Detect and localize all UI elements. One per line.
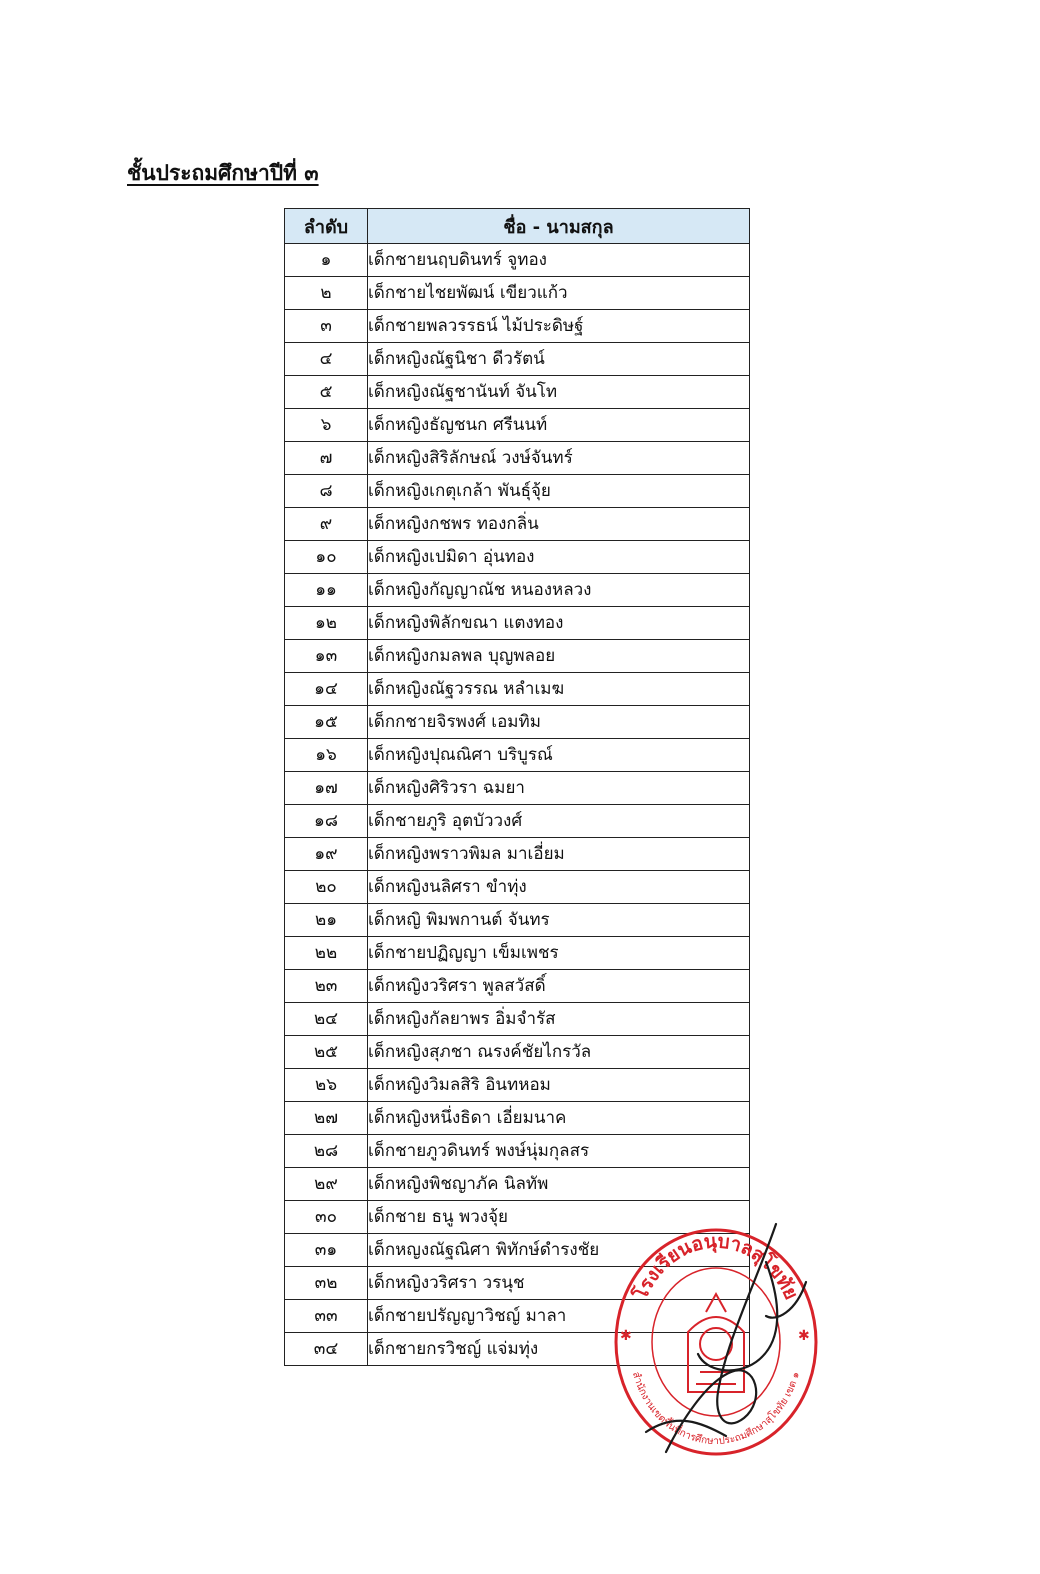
table-row — [285, 904, 750, 937]
student-name-cell: เด็กหญิงพราวพิมล มาเอี่ยม — [368, 838, 750, 871]
table-row — [285, 706, 750, 739]
row-number-cell: ๒๒ — [285, 937, 368, 970]
row-number-cell: ๔ — [285, 343, 368, 376]
row-number-cell: ๒๕ — [285, 1036, 368, 1069]
school-seal-with-signature — [606, 1222, 826, 1462]
row-number-cell: ๒๐ — [285, 871, 368, 904]
student-name-cell: เด็กหญิงณัฐชานันท์ จันโท — [368, 376, 750, 409]
table-row — [285, 475, 750, 508]
column-header-no: ลำดับ — [285, 209, 368, 244]
student-name-cell: เด็กหญิงสิริลักษณ์ วงษ์จันทร์ — [368, 442, 750, 475]
row-number-cell: ๑๕ — [285, 706, 368, 739]
row-number-cell: ๕ — [285, 376, 368, 409]
student-name-cell: เด็กหญิงกัญญาณัช หนองหลวง — [368, 574, 750, 607]
student-name-cell: เด็กหญิงกมลพล บุญพลอย — [368, 640, 750, 673]
student-name-cell: เด็กหญิงกัลยาพร อิ่มจำรัส — [368, 1003, 750, 1036]
student-name-cell: เด็กชายนฤบดินทร์ จูทอง — [368, 244, 750, 277]
student-name-cell: เด็กชายภูวดินทร์ พงษ์นุ่มกุลสร — [368, 1135, 750, 1168]
table-row — [285, 607, 750, 640]
table-row — [285, 409, 750, 442]
student-name-cell: เด็กหญิงวริศรา วรนุช — [368, 1267, 750, 1300]
row-number-cell: ๑๗ — [285, 772, 368, 805]
table-row — [285, 937, 750, 970]
column-header-name: ชื่อ - นามสกุล — [368, 209, 750, 244]
table-row — [285, 640, 750, 673]
student-name-cell: เด็กชายภูริ อุตบัววงศ์ — [368, 805, 750, 838]
student-name-cell: เด็กหญิงเกตุเกล้า พันธุ์จุ้ย — [368, 475, 750, 508]
student-name-cell: เด็กหญิงณัฐนิชา ดีวรัตน์ — [368, 343, 750, 376]
table-row — [285, 1168, 750, 1201]
row-number-cell: ๑๔ — [285, 673, 368, 706]
row-number-cell: ๑๑ — [285, 574, 368, 607]
row-number-cell: ๑๓ — [285, 640, 368, 673]
student-name-cell: เด็กหญิงศิริวรา ฉมยา — [368, 772, 750, 805]
table-row — [285, 1102, 750, 1135]
row-number-cell: ๒๙ — [285, 1168, 368, 1201]
student-name-cell: เด็กชายกรวิชญ์ แจ่มทุ่ง — [368, 1333, 750, 1366]
row-number-cell: ๑๖ — [285, 739, 368, 772]
table-row — [285, 442, 750, 475]
seal-inner-ring — [652, 1268, 780, 1416]
table-row — [285, 871, 750, 904]
table-row — [285, 376, 750, 409]
row-number-cell: ๙ — [285, 508, 368, 541]
table-row — [285, 1036, 750, 1069]
row-number-cell: ๑๙ — [285, 838, 368, 871]
table-row — [285, 673, 750, 706]
seal-outer-ring — [616, 1230, 816, 1454]
student-name-cell: เด็กชายปรัญญาวิชญ์ มาลา — [368, 1300, 750, 1333]
table-row — [285, 244, 750, 277]
table-row — [285, 772, 750, 805]
table-row — [285, 541, 750, 574]
row-number-cell: ๒๑ — [285, 904, 368, 937]
row-number-cell: ๓ — [285, 310, 368, 343]
row-number-cell: ๑๒ — [285, 607, 368, 640]
row-number-cell: ๖ — [285, 409, 368, 442]
row-number-cell: ๑๐ — [285, 541, 368, 574]
seal-top-text: โรงเรียนอนุบาลสุโขทัย — [629, 1230, 803, 1304]
row-number-cell: ๒๗ — [285, 1102, 368, 1135]
table-row — [285, 574, 750, 607]
row-number-cell: ๓๓ — [285, 1300, 368, 1333]
student-name-cell: เด็กหญิงหนึ่งธิดา เอี่ยมนาค — [368, 1102, 750, 1135]
student-name-cell: เด็กชาย ธนู พวงจุ้ย — [368, 1201, 750, 1234]
table-row — [285, 277, 750, 310]
student-name-cell: เด็กกชายจิรพงศ์ เอมทิม — [368, 706, 750, 739]
student-name-cell: เด็กหญิงธัญชนก ศรีนนท์ — [368, 409, 750, 442]
row-number-cell: ๓๑ — [285, 1234, 368, 1267]
student-name-cell: เด็กหญิงวิมลสิริ อินทหอม — [368, 1069, 750, 1102]
row-number-cell: ๒๔ — [285, 1003, 368, 1036]
row-number-cell: ๓๒ — [285, 1267, 368, 1300]
student-name-cell: เด็กหญิงกชพร ทองกลิ่น — [368, 508, 750, 541]
table-row — [285, 343, 750, 376]
row-number-cell: ๘ — [285, 475, 368, 508]
row-number-cell: ๒๘ — [285, 1135, 368, 1168]
table-row — [285, 310, 750, 343]
student-name-cell: เด็กหญิงปุณณิศา บริบูรณ์ — [368, 739, 750, 772]
row-number-cell: ๑๘ — [285, 805, 368, 838]
seal-bottom-text: สำนักงานเขตพื้นที่การศึกษาประถมศึกษาสุโขทัย เขต ๑ — [629, 1370, 802, 1447]
page-heading: ชั้นประถมศึกษาปีที่ ๓ — [127, 161, 319, 185]
student-name-cell: เด็กหญิงพิชญาภัค นิลทัพ — [368, 1168, 750, 1201]
student-name-cell: เด็กชายพลวรรธน์ ไม้ประดิษฐ์ — [368, 310, 750, 343]
table-row — [285, 970, 750, 1003]
student-name-cell: เด็กหญิงณัฐวรรณ หลำเมฆ — [368, 673, 750, 706]
table-row — [285, 739, 750, 772]
student-name-cell: เด็กหญิงวริศรา พูลสวัสดิ์ — [368, 970, 750, 1003]
student-name-cell: เด็กชายปฏิญญา เข็มเพชร — [368, 937, 750, 970]
table-row — [285, 1003, 750, 1036]
student-name-cell: เด็กหญิ พิมพกานต์ จันทร — [368, 904, 750, 937]
row-number-cell: ๒๖ — [285, 1069, 368, 1102]
table-row — [285, 1069, 750, 1102]
student-name-cell: เด็กหญงณัฐณิศา พิทักษ์ดำรงชัย — [368, 1234, 750, 1267]
row-number-cell: ๑ — [285, 244, 368, 277]
student-roster-table — [284, 208, 750, 1366]
row-number-cell: ๓๐ — [285, 1201, 368, 1234]
student-name-cell: เด็กชายไชยพัฒน์ เขียวแก้ว — [368, 277, 750, 310]
student-name-cell: เด็กหญิงนลิศรา ขำทุ่ง — [368, 871, 750, 904]
student-name-cell: เด็กหญิงเปมิดา อุ่นทอง — [368, 541, 750, 574]
seal-emblem-icon — [688, 1294, 744, 1392]
row-number-cell: ๒๓ — [285, 970, 368, 1003]
seal-star-left-icon: ✱ — [620, 1328, 632, 1344]
row-number-cell: ๒ — [285, 277, 368, 310]
student-name-cell: เด็กหญิงสุภชา ณรงค์ชัยไกรวัล — [368, 1036, 750, 1069]
table-row — [285, 508, 750, 541]
row-number-cell: ๓๔ — [285, 1333, 368, 1366]
table-body — [285, 244, 750, 1366]
table-row — [285, 1135, 750, 1168]
table-row — [285, 838, 750, 871]
row-number-cell: ๗ — [285, 442, 368, 475]
student-name-cell: เด็กหญิงพิลักขณา แตงทอง — [368, 607, 750, 640]
table-row — [285, 805, 750, 838]
table-header-row — [285, 209, 750, 244]
seal-star-right-icon: ✱ — [798, 1328, 810, 1344]
